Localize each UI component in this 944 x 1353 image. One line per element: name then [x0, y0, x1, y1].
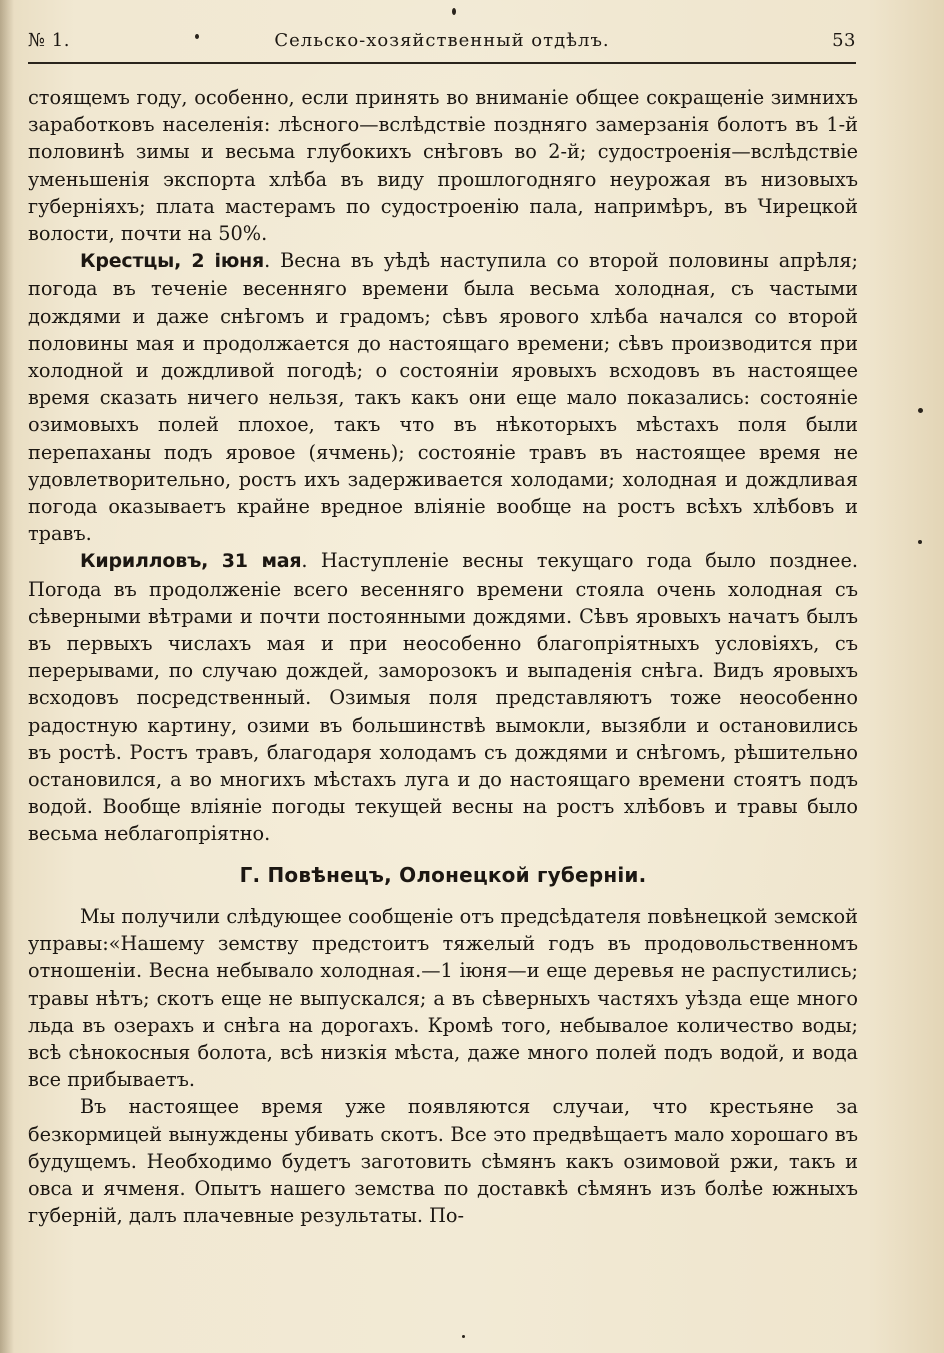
running-title: Сельско-хозяйственный отдѣлъ.	[274, 30, 610, 51]
paragraph-continued	[28, 84, 858, 247]
page-number: 53	[832, 30, 856, 51]
issue-number: № 1.	[28, 30, 70, 51]
print-speck	[918, 540, 922, 544]
paragraph-text: . Наступленіе весны текущаго года было позднее. Погода въ продолженіе всего весенняго времени стояла очень холодная съ сѣверными вѣтрами и почти постоянными дождями. Сѣвъ яровыхъ начатъ былъ въ первыхъ числахъ мая и при неособенно благопріятныхъ условіяхъ, съ перерывами, по случаю дождей, заморозокъ и выпаденія снѣга. Видъ яровыхъ всходовъ посредственный. Озимыя поля представляютъ тоже неособенно радостную картину, озими въ большинствѣ вымокли, вызябли и остановились въ ростѣ. Ростъ травъ, благодаря холодамъ съ дождями и снѣгомъ, рѣшительно остановился, а во многихъ мѣстахъ луга и до настоящаго времени стоятъ подъ водой. Вообще вліяніе погоды текущей весны на ростъ хлѣбовъ и травы было весьма неблагопріятно.	[28, 549, 858, 846]
print-speck	[452, 8, 456, 15]
section-title: Г. Повѣнецъ, Олонецкой губерніи.	[239, 862, 647, 887]
print-speck	[195, 34, 199, 39]
print-speck	[462, 1335, 465, 1338]
paragraph-krestsy	[28, 247, 858, 547]
paragraph-povenets-1	[28, 903, 858, 1093]
paragraph-text: Мы получили слѣдующее сообщеніе отъ предсѣдателя повѣнецкой земской управы:«Нашему земству предстоитъ тяжелый годъ въ продовольственномъ отношеніи. Весна небывало холодная.—1 іюня—и еще деревья не распустились; травы нѣтъ; скотъ еще не выпускался; а въ сѣверныхъ частяхъ уѣзда еще много льда въ озерахъ и снѣга на дорогахъ. Кромѣ того, небывалое количество воды; всѣ сѣнокосныя болота, всѣ низкія мѣста, даже много полей подъ водой, и вода все прибываетъ.	[28, 904, 858, 1092]
paragraph-kirillov	[28, 547, 858, 847]
paragraph-lead: Кирилловъ, 31 мая	[80, 550, 302, 573]
paragraph-lead: Крестцы, 2 іюня	[80, 250, 265, 273]
paragraph-povenets-2	[28, 1093, 858, 1229]
article-body	[28, 84, 858, 1229]
paragraph-text: . Весна въ уѣдѣ наступила со второй половины апрѣля; погода въ теченіе весенняго времени была весьма холодная, съ частыми дождями и даже снѣгомъ и градомъ; сѣвъ ярового хлѣба начался со второй половины мая и продолжается до настоящаго времени; сѣвъ производится при холодной и дождливой погодѣ; о состояніи яровыхъ всходовъ въ настоящее время сказать ничего нельзя, такъ какъ они еще мало показались: состояніе озимовыхъ полей плохое, такъ что въ нѣкоторыхъ мѣстахъ поля были перепаханы подъ яровое (ячмень); состояніе травъ въ настоящее время не удовлетворительно, ростъ ихъ задерживается холодами; холодная и дождливая погода оказываетъ крайне вредное вліяніе вообще на ростъ всѣхъ хлѣбовъ и травъ.	[28, 249, 858, 546]
page-edge-shadow	[0, 0, 14, 1353]
header-rule	[28, 62, 856, 64]
paragraph-text: Въ настоящее время уже появляются случаи, что крестьяне за безкормицей вынуждены убивать скотъ. Все это предвѣщаетъ мало хорошаго въ будущемъ. Необходимо будетъ заготовить сѣмянъ какъ озимовой ржи, такъ и овса и ячменя. Опытъ нашего земства по доставкѣ сѣмянъ изъ болѣе южныхъ губерній, далъ плачевные результаты. По-	[28, 1095, 858, 1228]
paragraph-text: стоящемъ году, особенно, если принять во вниманіе общее сокращеніе зимнихъ заработковъ населенія: лѣсного—вслѣдствіе поздняго замерзанія болотъ въ 1-й половинѣ зимы и весьма глубокихъ снѣговъ во 2-й; судостроенія—вслѣдствіе уменьшенія экспорта хлѣба въ виду прошлогодняго неурожая въ низовыхъ губерніяхъ; плата мастерамъ по судостроенію пала, напримѣръ, въ Чирецкой волости, почти на 50%.	[28, 86, 858, 246]
page-header	[28, 26, 856, 56]
print-speck	[918, 408, 923, 413]
